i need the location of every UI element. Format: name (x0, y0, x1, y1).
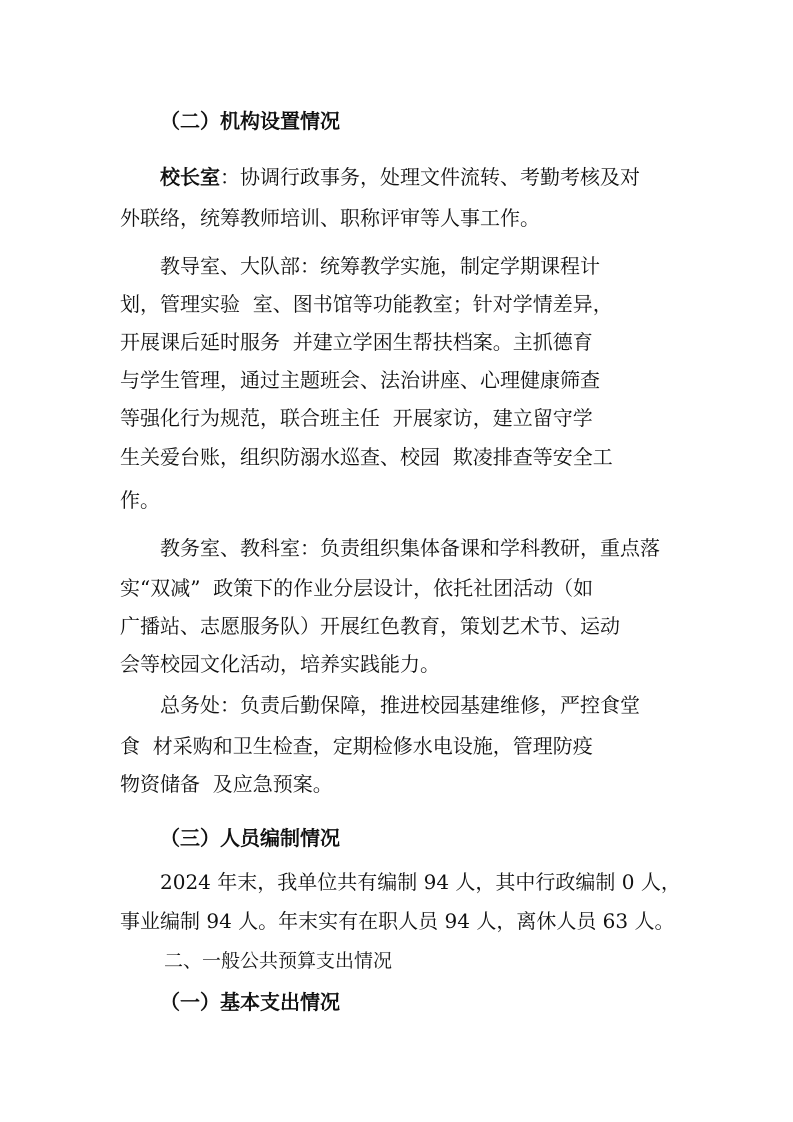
general-affairs-line-3: 物资储备 及应急预案。 (120, 772, 333, 796)
academic-office-line-4: 会等校园文化活动，培养实践能力。 (120, 652, 440, 676)
teaching-office-line-5: 等强化行为规范，联合班主任 开展家访，建立留守学 (120, 406, 593, 430)
teaching-office-line-2: 划，管理实验 室、图书馆等功能教室；针对学情差异， (120, 292, 613, 316)
general-affairs-line-2: 食 材采购和卫生检查，定期检修水电设施，管理防疫 (120, 734, 593, 758)
academic-office-line-1: 教务室、教科室：负责组织集体备课和学科教研，重点落 (160, 536, 660, 560)
principal-paragraph-line-1 (160, 165, 793, 189)
teaching-office-line-7: 作。 (120, 488, 160, 512)
teaching-office-line-6: 生关爱台账，组织防溺水巡查、校园 欺凌排查等安全工 (120, 445, 613, 469)
teaching-office-line-1: 教导室、大队部：统筹教学实施，制定学期课程计 (160, 254, 600, 278)
subsection-heading-basic-expenditure: （一）基本支出情况 (160, 990, 340, 1014)
principal-label: 校长室 (160, 165, 220, 189)
section-heading-org: （二）机构设置情况 (160, 109, 340, 133)
section-heading-budget: 二、一般公共预算支出情况 (164, 950, 393, 972)
staff-line-1: 2024 年末，我单位共有编制 94 人，其中行政编制 0 人， (160, 870, 681, 894)
teaching-office-line-4: 与学生管理，通过主题班会、法治讲座、心理健康筛查 (120, 368, 600, 392)
academic-office-line-2: 实“双减” 政策下的作业分层设计，依托社团活动（如 (120, 576, 594, 600)
teaching-office-line-3: 开展课后延时服务 并建立学困生帮扶档案。主抓德育 (120, 330, 593, 354)
principal-text-1: ：协调行政事务，处理文件流转、考勤考核及对 (220, 165, 640, 189)
section-heading-staff: （三）人员编制情况 (160, 826, 340, 850)
principal-paragraph-line-2: 外联络，统筹教师培训、职称评审等人事工作。 (120, 206, 540, 230)
staff-line-2: 事业编制 94 人。年末实有在职人员 94 人，离休人员 63 人。 (120, 909, 675, 933)
general-affairs-line-1: 总务处：负责后勤保障，推进校园基建维修，严控食堂 (160, 693, 640, 717)
academic-office-line-3: 广播站、志愿服务队）开展红色教育，策划艺术节、运动 (120, 614, 620, 638)
